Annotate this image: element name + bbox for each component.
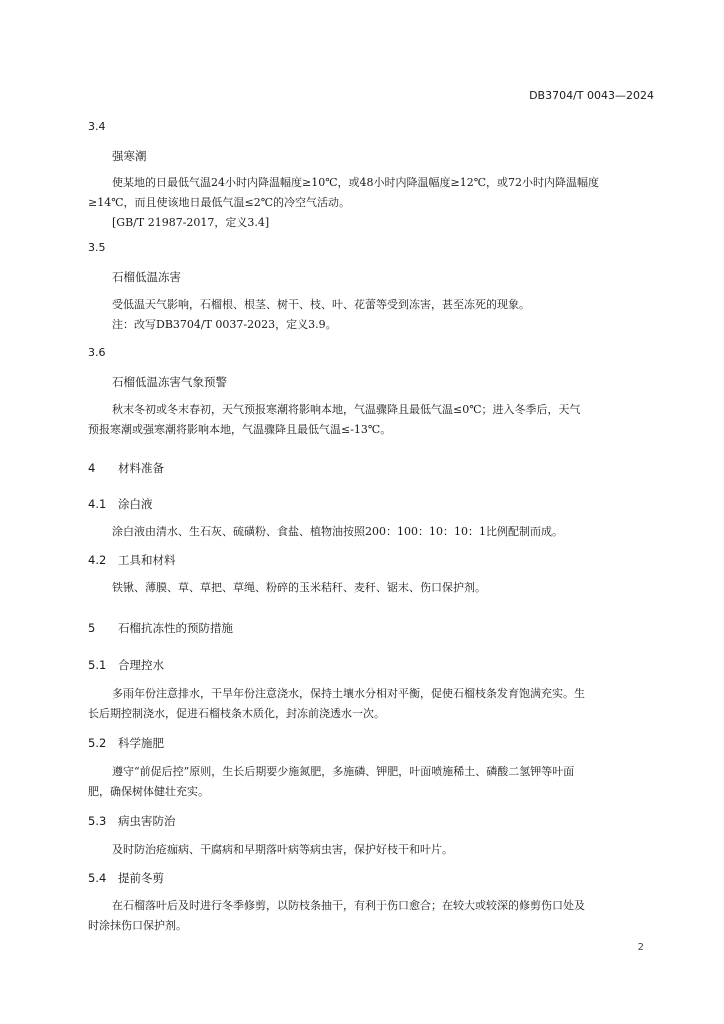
subsection-title: 科学施肥 (118, 736, 164, 750)
term-number: 3.5 (88, 241, 106, 254)
term-definition-line: 秋末冬初或冬末春初，天气预报寒潮将影响本地，气温骤降且最低气温≤0℃；进入冬季后，天气 (112, 403, 581, 416)
subsection-heading (88, 496, 153, 512)
subsection-heading (88, 813, 176, 829)
paragraph-line: 遵守“前促后控”原则，生长后期要少施氮肥，多施磷、钾肥，叶面喷施稀土、磷酸二氢钾等叶面 (112, 765, 575, 778)
term-title: 强寒潮 (112, 149, 147, 163)
subsection-heading (88, 870, 164, 886)
section-number: 4 (88, 461, 96, 475)
page-number: 2 (637, 942, 644, 953)
subsection-heading (88, 657, 164, 673)
paragraph-line: 及时防治疮痂病、干腐病和早期落叶病等病虫害，保护好枝干和叶片。 (112, 843, 453, 856)
subsection-title: 工具和材料 (118, 553, 176, 567)
subsection-number: 5.3 (88, 814, 107, 828)
paragraph-line: 肥，确保树体健壮充实。 (88, 785, 209, 798)
section-number: 5 (88, 621, 96, 635)
term-definition-line: ≥14℃，而且使该地日最低气温≤2℃的冷空气活动。 (88, 196, 351, 209)
subsection-number: 4.1 (88, 497, 107, 511)
paragraph-line: 在石榴落叶后及时进行冬季修剪，以防枝条抽干，有利于伤口愈合；在较大或较深的修剪伤口处及 (112, 899, 585, 912)
subsection-heading (88, 735, 164, 751)
term-title: 石榴低温冻害 (112, 270, 181, 284)
term-title: 石榴低温冻害气象预警 (112, 375, 227, 389)
paragraph-line: 铁锹、薄膜、草、草把、草绳、粉碎的玉米秸秆、麦秆、锯末、伤口保护剂。 (112, 581, 486, 594)
section-title: 材料准备 (118, 461, 164, 475)
term-reference: [GB/T 21987-2017，定义3.4] (112, 216, 270, 229)
term-definition-line: 使某地的日最低气温24小时内降温幅度≥10℃，或48小时内降温幅度≥12℃，或72小时内降温幅度 (112, 176, 600, 189)
subsection-number: 5.4 (88, 871, 107, 885)
subsection-title: 合理控水 (118, 658, 164, 672)
subsection-number: 4.2 (88, 553, 107, 567)
section-title: 石榴抗冻性的预防措施 (118, 621, 233, 635)
subsection-title: 病虫害防治 (118, 814, 176, 828)
term-number: 3.4 (88, 120, 106, 133)
subsection-title: 涂白液 (118, 497, 153, 511)
paragraph-line: 长后期控制浇水，促进石榴枝条木质化，封冻前浇透水一次。 (88, 707, 385, 720)
section-heading (88, 620, 233, 636)
subsection-number: 5.2 (88, 736, 107, 750)
subsection-heading (88, 552, 176, 568)
subsection-number: 5.1 (88, 658, 107, 672)
term-note: 注：改写DB3704/T 0037-2023，定义3.9。 (112, 318, 337, 331)
term-definition-line: 预报寒潮或强寒潮将影响本地，气温骤降且最低气温≤-13℃。 (88, 423, 392, 436)
section-heading (88, 460, 164, 476)
paragraph-line: 时涂抹伤口保护剂。 (88, 919, 187, 932)
term-definition-line: 受低温天气影响，石榴根、根茎、树干、枝、叶、花蕾等受到冻害，甚至冻死的现象。 (112, 298, 530, 311)
term-number: 3.6 (88, 346, 106, 359)
paragraph-line: 涂白液由清水、生石灰、硫磺粉、食盐、植物油按照200：100：10：10：1比例配制而成。 (112, 525, 563, 538)
paragraph-line: 多雨年份注意排水，干旱年份注意浇水，保持土壤水分相对平衡，促使石榴枝条发育饱满充实。生 (112, 687, 585, 700)
subsection-title: 提前冬剪 (118, 871, 164, 885)
document-id-header: DB3704/T 0043—2024 (529, 89, 654, 102)
